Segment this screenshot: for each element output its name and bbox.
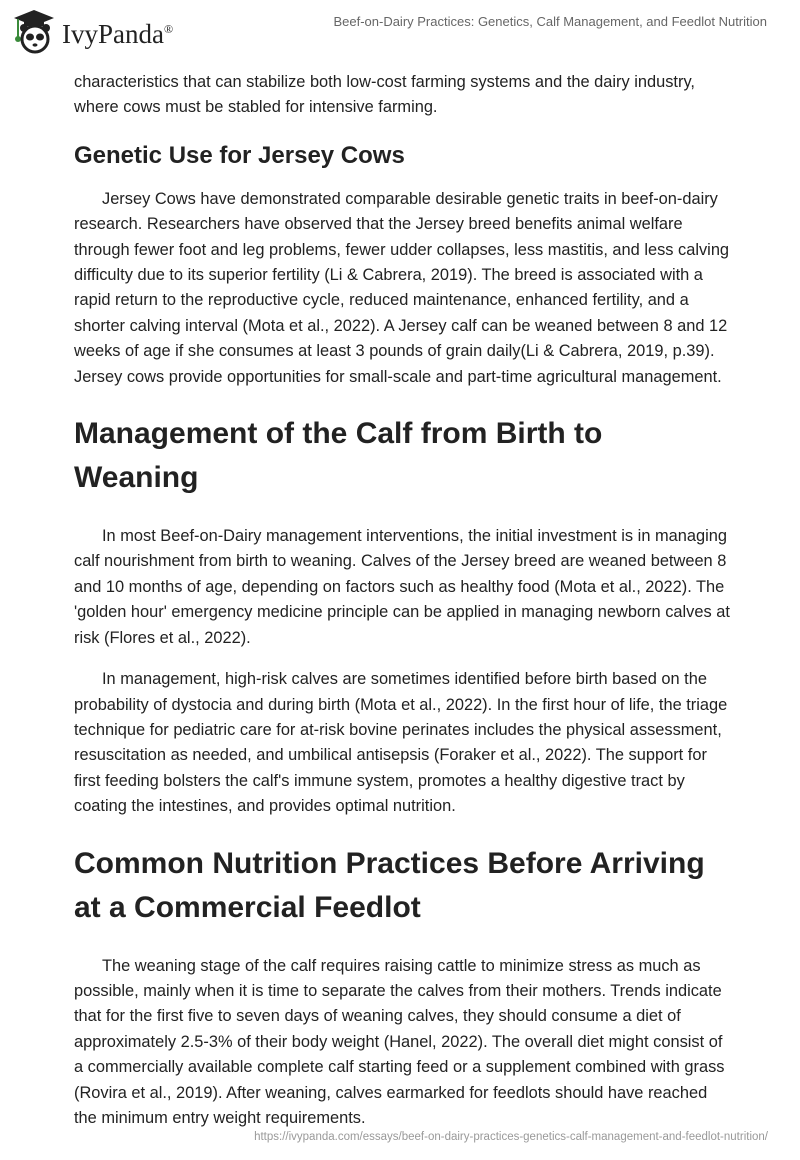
source-url[interactable]: https://ivypanda.com/essays/beef-on-dairy-practices-genetics-calf-management-and-feedlot-nutrition/ xyxy=(254,1131,768,1143)
logo-text: IvyPanda xyxy=(62,18,164,49)
heading-nutrition-practices: Common Nutrition Practices Before Arriving at a Commercial Feedlot xyxy=(74,846,705,924)
document-title: Beef-on-Dairy Practices: Genetics, Calf Management, and Feedlot Nutrition xyxy=(333,14,767,29)
heading-jersey-cows: Genetic Use for Jersey Cows xyxy=(74,141,405,169)
paragraph-intro-continued: characteristics that can stabilize both low-cost farming systems and the dairy industry, where cows must be stabled for intensive farming. xyxy=(74,73,695,117)
panda-graduate-icon xyxy=(12,8,56,54)
ivypanda-logo[interactable] xyxy=(12,8,173,54)
heading-calf-management: Management of the Calf from Birth to Weaning xyxy=(74,417,603,495)
paragraph-nutrition: The weaning stage of the calf requires raising cattle to minimize stress as much as possible, mainly when it is time to separate the calves from their mothers. Trends indicate that for the first five to seven days of weaning calves, they should consume a diet of approximately 2.5-3% of their body weight (Hanel, 2022). The overall diet might consist of a commercially available complete calf starting feed or a supplement combined with grass (Rovira et al., 2019). After weaning, calves earmarked for feedlots should have reached the minimum entry weight requirements. xyxy=(74,956,725,1127)
page-header xyxy=(0,0,800,60)
paragraph-management-1: In most Beef-on-Dairy management interventions, the initial investment is in managing calf nourishment from birth to weaning. Calves of the Jersey breed are weaned between 8 and 10 months of age, depending on factors such as healthy food (Mota et al., 2022). The 'golden hour' emergency medicine principle can be applied in managing newborn calves at risk (Flores et al., 2022). xyxy=(74,527,730,647)
paragraph-management-2: In management, high-risk calves are sometimes identified before birth based on the probability of dystocia and during birth (Mota et al., 2022). In the first hour of life, the triage technique for pediatric care for at-risk bovine perinates includes the physical assessment, resuscitation as needed, and umbilical antisepsis (Foraker et al., 2022). The support for first feeding bolsters the calf's immune system, promotes a healthy digestive tract by coating the intestines, and provides optimal nutrition. xyxy=(74,670,728,816)
essay-content xyxy=(74,70,734,1147)
paragraph-jersey: Jersey Cows have demonstrated comparable desirable genetic traits in beef-on-dairy research. Researchers have observed that the Jersey breed benefits animal welfare through fewer foot and leg problems, fewer udder collapses, less mastitis, and less calving difficulty due to its superior fertility (Li & Cabrera, 2019). The breed is associated with a rapid return to the reproductive cycle, reduced maintenance, enhanced fertility, and a shorter calving interval (Mota et al., 2022). A Jersey calf can be weaned between 8 and 12 weeks of age if she consumes at least 3 pounds of grain daily(Li & Cabrera, 2019, p.39). Jersey cows provide opportunities for small-scale and part-time agricultural management. xyxy=(74,189,730,386)
registered-mark: ® xyxy=(163,21,174,36)
